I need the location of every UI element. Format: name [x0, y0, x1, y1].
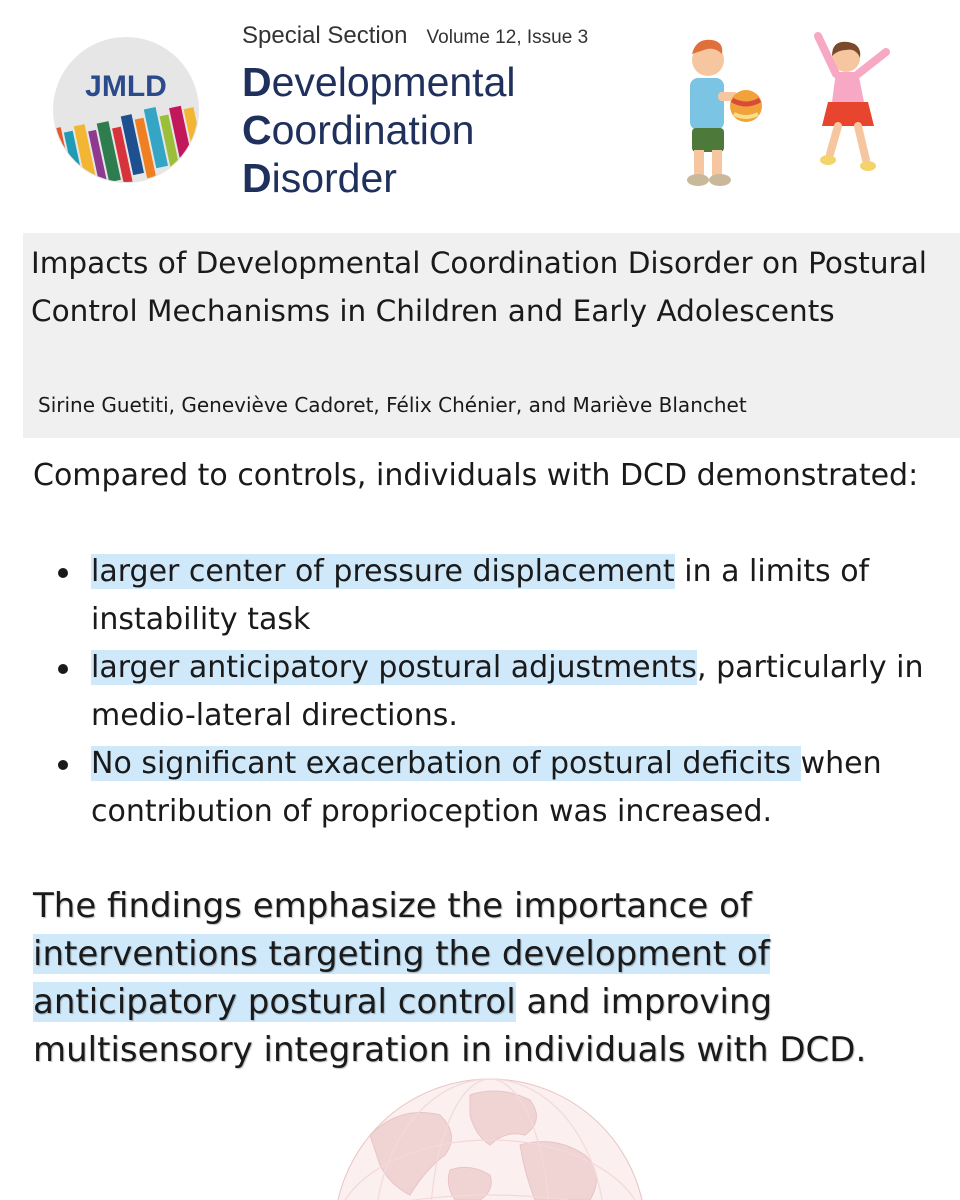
section-line: [242, 22, 588, 50]
volume-label: Volume 12, Issue 3: [426, 27, 589, 48]
bullet-icon: [58, 664, 68, 674]
finding-highlight: No significant exacerbation of postural deficits: [91, 746, 801, 781]
finding-highlight: larger anticipatory postural adjustments: [91, 650, 698, 685]
boy-with-ball-icon: [687, 40, 762, 186]
list-item: [55, 740, 960, 836]
section-title-line-2: Coordination: [242, 107, 475, 153]
section-title: [242, 58, 516, 202]
journal-logo: [52, 36, 200, 184]
list-item: [55, 644, 960, 740]
section-title-line-3: Disorder: [242, 155, 397, 201]
section-title-line-1: Developmental: [242, 59, 516, 105]
finding-text: in a limits of instability task: [91, 554, 870, 637]
finding-text: , particularly in medio-lateral directions.: [91, 650, 924, 733]
summary-intro: Compared to controls, individuals with DCD demonstrated:: [33, 458, 919, 493]
conclusion: [33, 882, 953, 1074]
header: [0, 0, 960, 210]
section-label: Special Section: [242, 22, 408, 49]
article-authors: Sirine Guetiti, Geneviève Cadoret, Félix Chénier, and Mariève Blanchet: [38, 393, 747, 417]
finding-highlight: larger center of pressure displacement: [91, 554, 675, 589]
children-playing-illustration: [660, 22, 910, 202]
journal-logo-text: JMLD: [85, 70, 167, 103]
list-item: [55, 548, 960, 644]
article-banner: [23, 233, 960, 438]
conclusion-text: and improving multisensory integration in individuals with DCD.: [33, 982, 867, 1070]
findings-list: [55, 548, 960, 836]
bullet-icon: [58, 568, 68, 578]
conclusion-text: The findings emphasize the importance of: [33, 886, 752, 926]
bullet-icon: [58, 760, 68, 770]
finding-text: when contribution of proprioception was increased.: [91, 746, 882, 829]
girl-jumping-icon: [818, 36, 886, 171]
article-title: Impacts of Developmental Coordination Disorder on Postural Control Mechanisms in Children and Early Adolescents: [31, 246, 927, 328]
globe-icon: [330, 1075, 650, 1200]
conclusion-highlight: interventions targeting the development of anticipatory postural control: [33, 934, 770, 1022]
